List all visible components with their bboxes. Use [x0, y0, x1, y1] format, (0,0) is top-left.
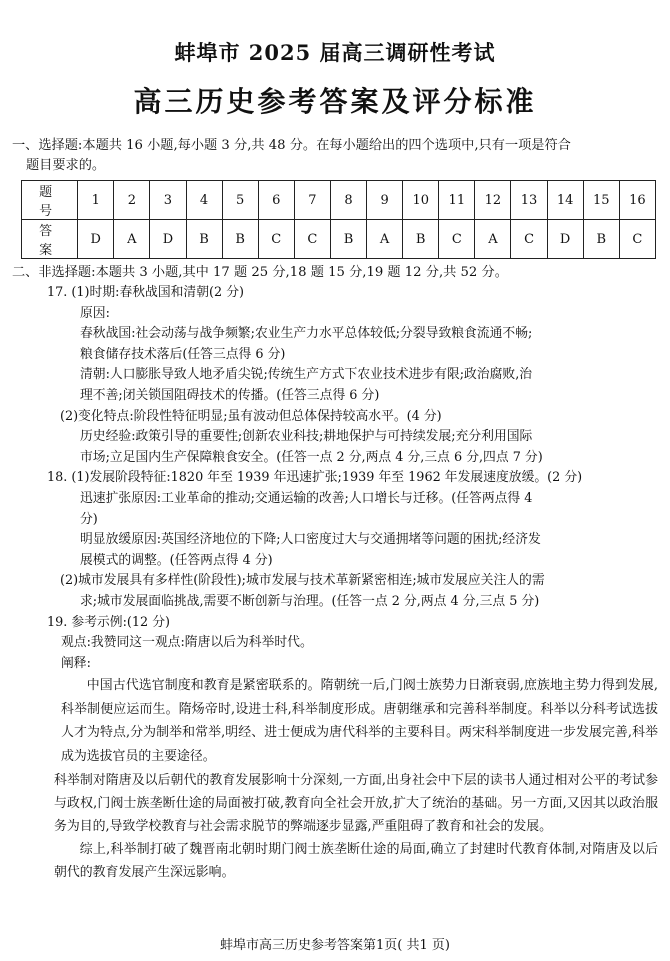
answer-cell: D	[547, 220, 583, 259]
question-number: 5	[222, 181, 258, 220]
q18-part2-cont: 求;城市发展面临挑战,需要不断创新与治理。(任答一点 2 分,两点 4 分,三点 5 分)	[80, 593, 540, 609]
answer-cell: B	[403, 220, 439, 259]
answer-cell: C	[439, 220, 475, 259]
answer-cell: B	[186, 220, 222, 259]
q18-expansion: 迅速扩张原因:工业革命的推动;交通运输的改善;人口增长与迁移。(任答两点得 4	[80, 490, 533, 506]
q17-part1: 17. (1)时期:春秋战国和清朝(2 分)	[47, 285, 245, 300]
answer-label: 答 案	[22, 220, 78, 259]
exam-title: 蚌埠市 2025 届高三调研性考试	[174, 40, 496, 65]
question-number: 8	[330, 181, 366, 220]
question-number: 16	[619, 181, 655, 220]
question-number-label: 题 号	[22, 181, 78, 220]
answer-cell: B	[330, 220, 366, 259]
question-number: 9	[367, 181, 403, 220]
question-number: 1	[78, 181, 114, 220]
q19-explain-label: 阐释:	[61, 655, 91, 671]
q19-body-2: 科举制对隋唐及以后朝代的教育发展影响十分深刻,一方面,出身社会中下层的读书人通过相对公平的考试参与政权,门阀士族垄断仕途的局面被打破,教育向全社会开放,扩大了统治的基础。另一方面,又因其以政治服务为目的,导致学校教育与社会需求脱节的弊端逐步显露,严重阻碍了教育和社会的发展。	[54, 772, 658, 835]
question-number: 15	[583, 181, 619, 220]
answer-cell: D	[150, 220, 186, 259]
question-number: 3	[150, 181, 186, 220]
q18-slowdown-cont: 展模式的调整。(任答两点得 4 分)	[80, 552, 273, 568]
q17-reason-label: 原因:	[80, 305, 110, 321]
question-18	[12, 468, 658, 612]
q19-heading: 19. 参考示例:(12 分)	[47, 614, 171, 630]
answer-cell: A	[114, 220, 150, 259]
q19-viewpoint: 观点:我赞同这一观点:隋唐以后为科举时代。	[61, 635, 313, 651]
q18-expansion-cont: 分)	[80, 511, 98, 527]
section-choice-intro: 一、选择题:本题共 16 小题,每小题 3 分,共 48 分。在每小题给出的四个选项中,只有一项是符合	[12, 138, 571, 153]
q18-part1: 18. (1)发展阶段特征:1820 年至 1939 年迅速扩张;1939 年至 1962 年发展速度放缓。(2 分)	[47, 470, 583, 486]
question-number: 10	[403, 181, 439, 220]
section-essay-intro: 二、非选择题:本题共 3 小题,其中 17 题 25 分,18 题 15 分,19 题 12 分,共 52 分。	[12, 265, 508, 280]
answer-table	[21, 180, 656, 259]
answer-cell: B	[222, 220, 258, 259]
answer-cell: B	[583, 220, 619, 259]
question-number: 12	[475, 181, 511, 220]
question-19	[12, 613, 658, 885]
question-number-row	[22, 181, 656, 220]
question-number: 2	[114, 181, 150, 220]
q17-experience-cont: 市场;立足国内生产保障粮食安全。(任答一点 2 分,两点 4 分,三点 6 分,四点 7 分)	[80, 449, 543, 465]
question-number: 6	[258, 181, 294, 220]
answer-cell: A	[475, 220, 511, 259]
q19-body-3: 综上,科举制打破了魏晋南北朝时期门阀士族垄断仕途的局面,确立了封建时代教育体制,对隋唐及以后朝代的教育发展产生深远影响。	[54, 842, 658, 881]
question-number: 14	[547, 181, 583, 220]
q19-body-1: 中国古代选官制度和教育是紧密联系的。隋朝统一后,门阀士族势力日渐衰弱,庶族地主势力得到发展,科举制便应运而生。隋炀帝时,设进士科,科举制度形成。唐朝继承和完善科举制度。科举以分科考试选拔人才为特点,分为制举和常举,明经、进士便成为唐代科举的主要科目。两宋科举制度进一步发展完善,科举成为选拔官员的主要途径。	[61, 678, 658, 765]
q17-reason-qing-cont: 理不善;闭关锁国阻碍技术的传播。(任答三点得 6 分)	[80, 387, 380, 403]
section-choice-intro-cont: 题目要求的。	[26, 158, 106, 173]
q18-slowdown: 明显放缓原因:英国经济地位的下降;人口密度过大与交通拥堵等问题的困扰;经济发	[80, 532, 541, 548]
q18-part2: (2)城市发展具有多样性(阶段性);城市发展与技术革新紧密相连;城市发展应关注人的需	[60, 573, 545, 589]
question-number: 13	[511, 181, 547, 220]
answer-cell: A	[367, 220, 403, 259]
question-number: 11	[439, 181, 475, 220]
document-title: 高三历史参考答案及评分标准	[133, 85, 537, 118]
question-17	[12, 283, 658, 468]
q17-reason-chunqiu: 春秋战国:社会动荡与战争频繁;农业生产力水平总体较低;分裂导致粮食流通不畅;	[80, 326, 533, 342]
answer-cell: C	[511, 220, 547, 259]
q17-reason-qing: 清朝:人口膨胀导致人地矛盾尖锐;传统生产方式下农业技术进步有限;政治腐败,治	[80, 367, 533, 383]
section-choice	[12, 136, 658, 176]
q17-part2: (2)变化特点:阶段性特征明显;虽有波动但总体保持较高水平。(4 分)	[60, 408, 442, 424]
question-number: 4	[186, 181, 222, 220]
answer-row	[22, 220, 656, 259]
answer-cell: C	[619, 220, 655, 259]
question-number: 7	[294, 181, 330, 220]
answer-cell: C	[258, 220, 294, 259]
q17-experience: 历史经验:政策引导的重要性;创新农业科技;耕地保护与可持续发展;充分利用国际	[80, 429, 533, 445]
answer-cell: D	[78, 220, 114, 259]
answer-cell: C	[294, 220, 330, 259]
page-footer: 蚌埠市高三历史参考答案第1页( 共1 页)	[220, 938, 450, 953]
q17-reason-chunqiu-cont: 粮食储存技术落后(任答三点得 6 分)	[80, 346, 286, 362]
